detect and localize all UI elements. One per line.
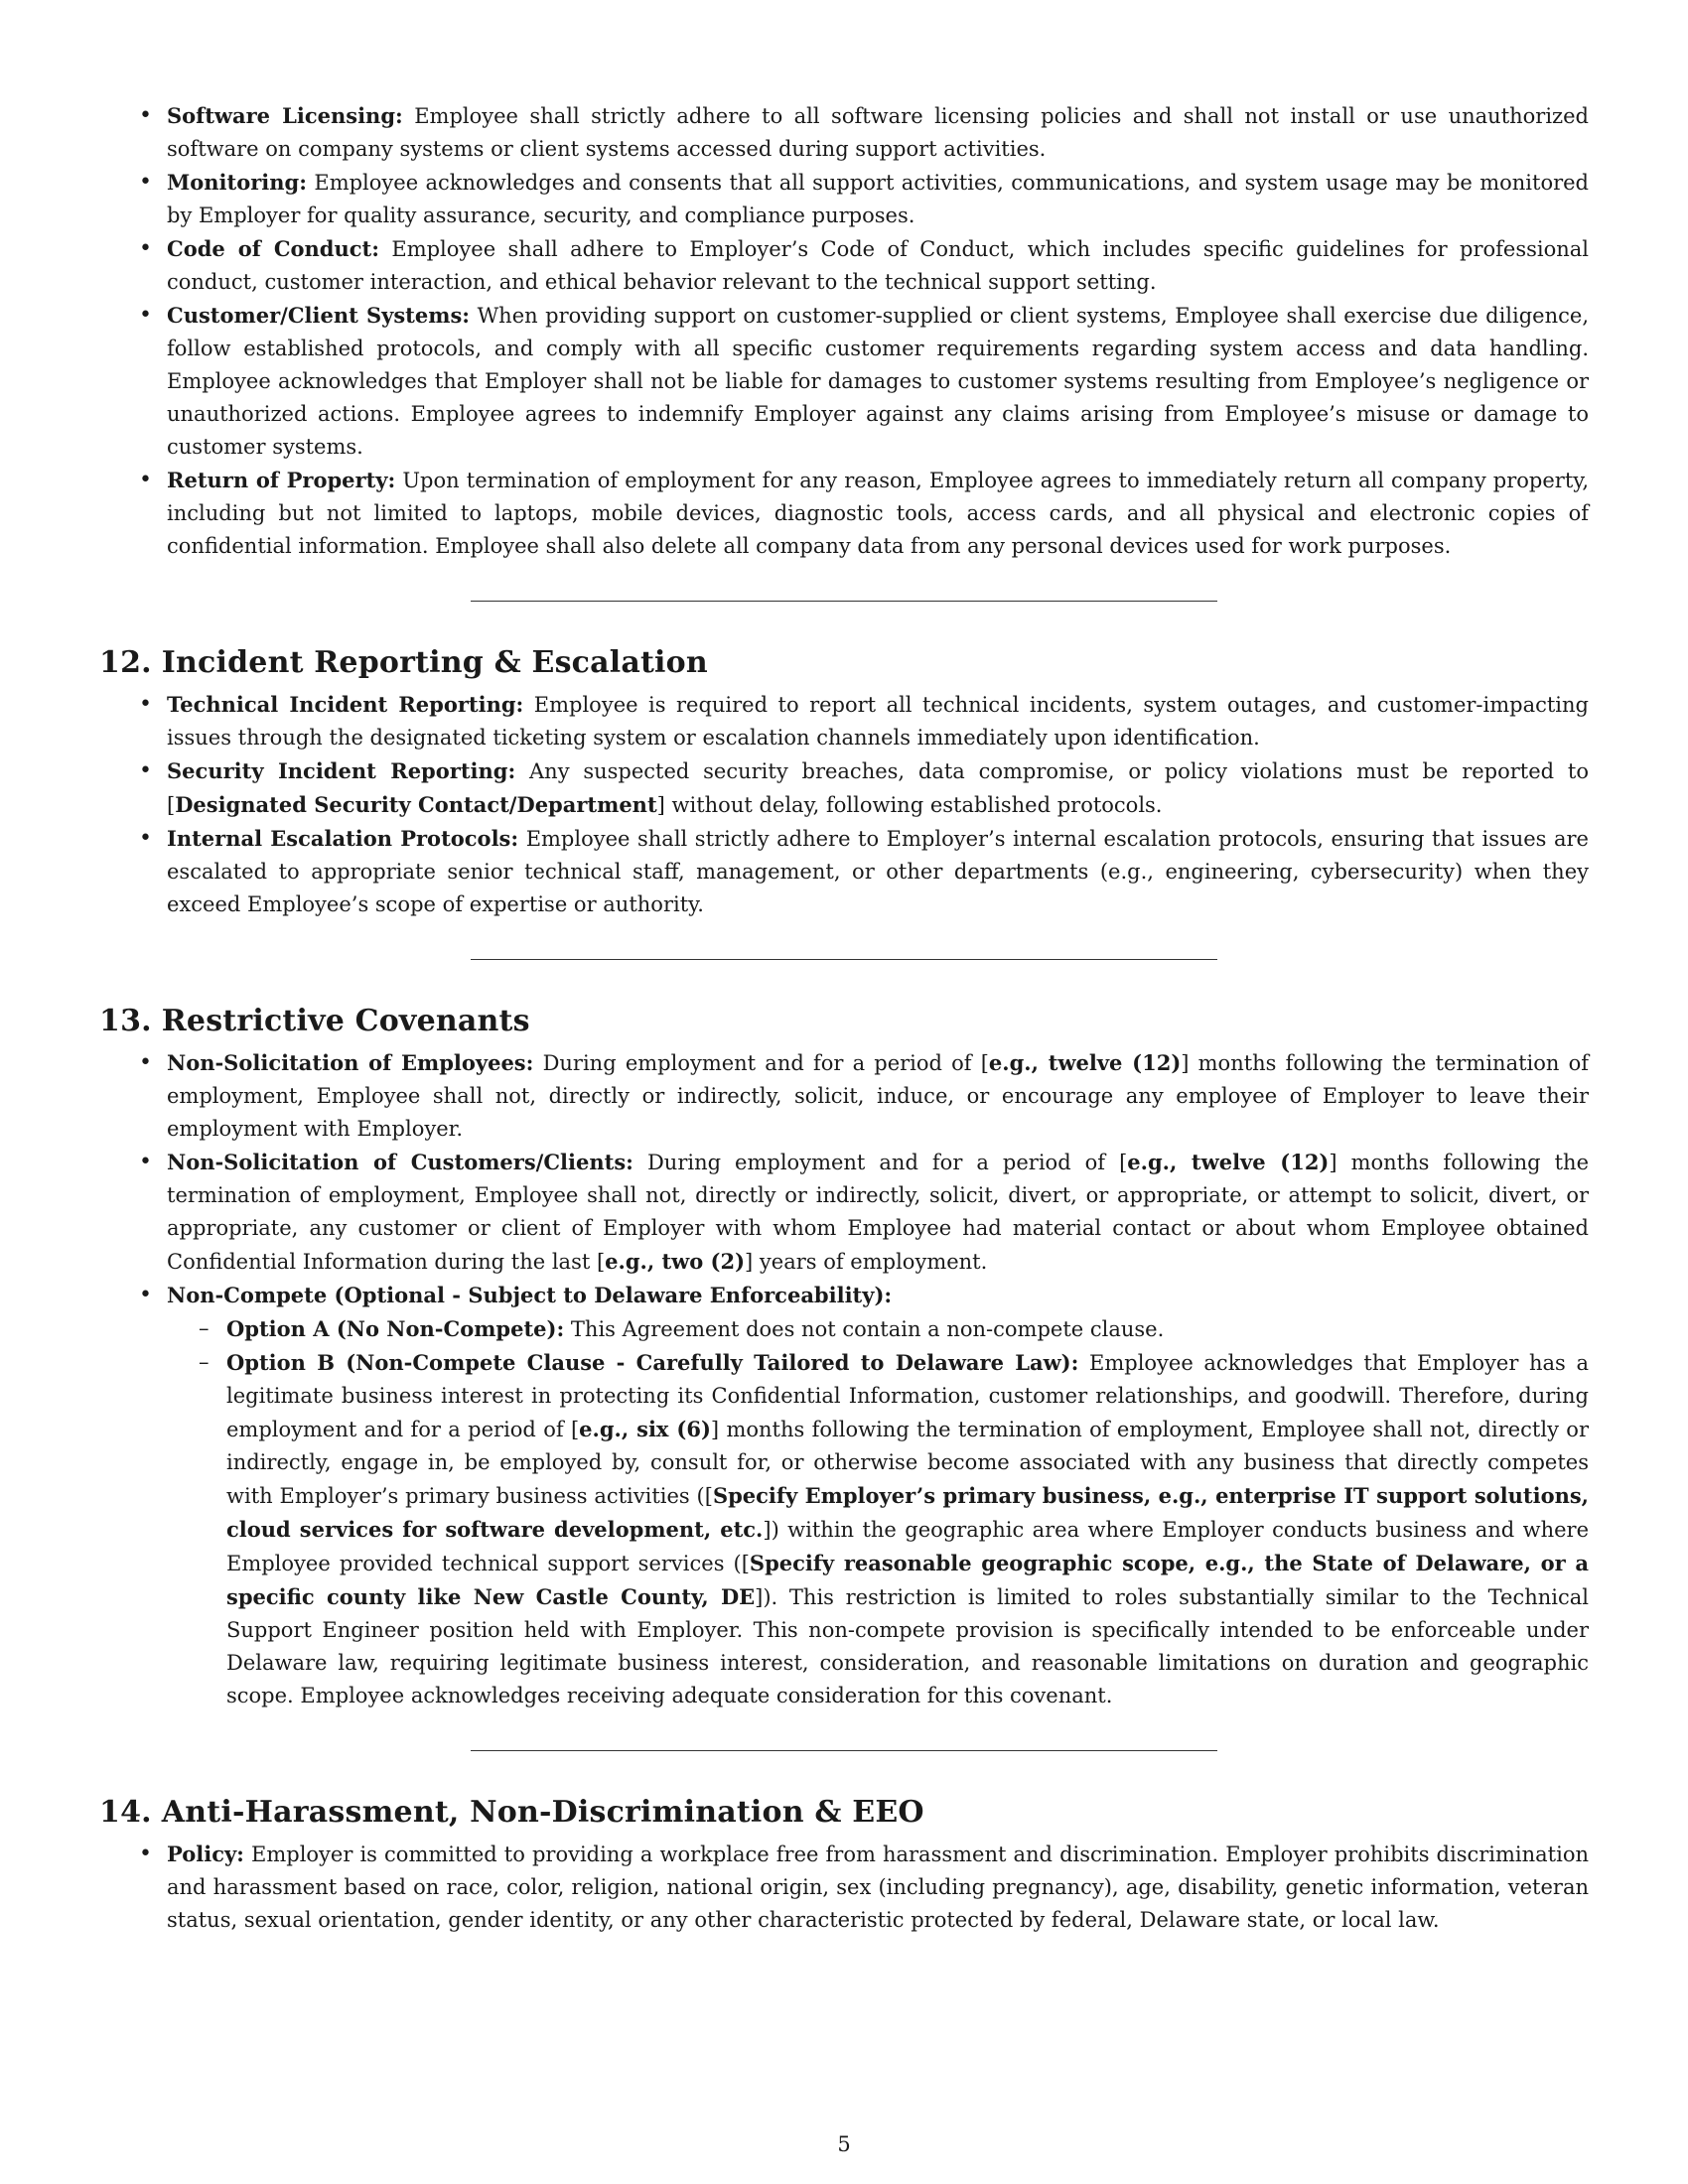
item-text: Upon termination of employment for any reason, Employee agrees to immediately return all company property, including but not limited to laptops, mobile devices, diagnostic tools, access cards, and all physical and electronic copies of confidential information. Employee shall also delete all company data from any personal devices used for work purposes. [167,469,1590,558]
list-item-code-of-conduct [167,232,1589,299]
item-text: ] months following the termination of employment, Employee shall not, directly or indirectly, solicit, induce, or encourage any employee of Employer to leave their employment with Employer. [167,1051,1589,1141]
section-title: Incident Reporting & Escalation [161,645,708,680]
item-text: Employee shall strictly adhere to Employer’s internal escalation protocols, ensuring that issues are escalated to appropriate senior technical staff, management, or other departments (e.g., engineering, cybersecurity) when they exceed Employee’s scope of expertise or authority. [167,827,1589,916]
section-12-list [167,688,1589,921]
option-text: ] months following the termination of employment, Employee shall not, directly or indirectly, engage in, be employed by, consult for, or otherwise become associated with any business that directly competes with Employer’s primary business activities ([ [226,1418,1589,1508]
item-label: Non-Compete (Optional - Subject to Delaware Enforceability): [167,1283,893,1307]
section-13-heading [99,1004,1589,1038]
list-item-return-of-property [167,464,1589,563]
placeholder-text: Specify Employer’s primary business, e.g., enterprise IT support solutions, cloud services for software development, etc. [226,1483,1589,1542]
section-number: 13. [99,1004,152,1038]
item-text: Employee shall adhere to Employer’s Code of Conduct, which includes specific guidelines for professional conduct, customer interaction, and ethical behavior relevant to the technical support setting. [167,237,1589,294]
item-label: Policy: [167,1842,244,1866]
placeholder-text: e.g., six (6) [579,1417,711,1441]
item-text: During employment and for a period of [ [542,1051,989,1075]
section-title: Anti-Harassment, Non-Discrimination & EEO [161,1795,924,1830]
item-label: Technical Incident Reporting: [167,692,524,717]
section-divider [471,959,1217,960]
option-a-item [226,1312,1589,1346]
section-title: Restrictive Covenants [161,1004,530,1038]
list-item-non-solicitation-customers [167,1146,1589,1279]
section-12-heading [99,645,1589,680]
section-14-heading [99,1795,1589,1830]
item-text: ] years of employment. [745,1250,988,1274]
item-text: When providing support on customer-supplied or client systems, Employee shall exercise due diligence, follow established protocols, and comply with all specific customer requirements regarding system access and data handling. Employee acknowledges that Employer shall not be liable for damages to customer systems resulting from Employee’s negligence or unauthorized actions. Employee agrees to indemnify Employer against any claims arising from Employee’s misuse or damage to customer systems. [167,304,1589,459]
item-label: Return of Property: [167,468,396,492]
section-number: 14. [99,1795,152,1830]
list-item-technical-incident [167,688,1589,754]
placeholder-text: Designated Security Contact/Department [175,792,657,817]
placeholder-text: e.g., twelve (12) [988,1050,1182,1075]
section-divider [471,601,1217,602]
item-label: Security Incident Reporting: [167,758,516,783]
section-number: 12. [99,645,152,680]
non-compete-options [167,1312,1589,1712]
option-label: Option B (Non-Compete Clause - Carefully Tailored to Delaware Law): [226,1350,1079,1375]
option-b-item [226,1346,1589,1712]
item-label: Monitoring: [167,170,307,195]
option-text: This Agreement does not contain a non-compete clause. [570,1317,1165,1341]
document-page [99,99,1590,1937]
section-13-list [167,1046,1589,1712]
intro-bullet-list [167,99,1589,563]
item-label: Software Licensing: [167,103,403,128]
list-item-policy [167,1838,1589,1937]
list-item-software-licensing [167,99,1589,166]
item-text: Employer is committed to providing a workplace free from harassment and discrimination. Employer prohibits discrimination and harassment based on race, color, religion, national origin, sex (including pregnancy), age, disability, genetic information, veteran status, sexual orientation, gender identity, or any other characteristic protected by federal, Delaware state, or local law. [167,1843,1589,1932]
placeholder-text: Specify reasonable geographic scope, e.g., the State of Delaware, or a specific county like New Castle County, DE [226,1551,1589,1609]
placeholder-text: e.g., twelve (12) [1127,1150,1330,1174]
option-text: ]). This restriction is limited to roles substantially similar to the Technical Support Engineer position held with Employer. This non-compete provision is specifically intended to be enforceable under Delaware law, requiring legitimate business interest, consideration, and reasonable limitations on duration and geographic scope. Employee acknowledges receiving adequate consideration for this covenant. [226,1585,1589,1707]
list-item-customer-systems [167,299,1589,464]
item-text: Any suspected security breaches, data compromise, or policy violations must be reported to [ [167,759,1589,817]
option-text: ]) within the geographic area where Employer conducts business and where Employee provided technical support services ([ [226,1518,1590,1575]
page-number: 5 [837,2132,851,2156]
placeholder-text: e.g., two (2) [605,1249,746,1274]
list-item-internal-escalation [167,822,1589,921]
item-label: Internal Escalation Protocols: [167,826,519,851]
item-label: Customer/Client Systems: [167,303,471,328]
item-text: Employee is required to report all technical incidents, system outages, and customer-impacting issues through the designated ticketing system or escalation channels immediately upon identification. [167,693,1589,750]
item-label: Non-Solicitation of Employees: [167,1050,534,1075]
list-item-non-compete [167,1279,1589,1712]
list-item-monitoring [167,166,1589,232]
item-text: During employment and for a period of [ [646,1151,1128,1174]
option-text: Employee acknowledges that Employer has a legitimate business interest in protecting its Confidential Information, customer relationships, and goodwill. Therefore, during employment and for a period of [ [226,1351,1589,1441]
item-text: Employee shall strictly adhere to all software licensing policies and shall not install or use unauthorized software on company systems or client systems accessed during support activities. [167,104,1589,161]
item-text: ] months following the termination of employment, Employee shall not, directly or indirectly, solicit, divert, or appropriate, or attempt to solicit, divert, or appropriate, any customer or client of Employer with whom Employee had material contact or about whom Employee obtained Confidential Information during the last [ [167,1151,1589,1274]
list-item-security-incident [167,754,1589,822]
item-label: Code of Conduct: [167,236,379,261]
section-14-list [167,1838,1589,1937]
item-text: ] without delay, following established protocols. [656,793,1163,817]
option-label: Option A (No Non-Compete): [226,1316,565,1341]
item-label: Non-Solicitation of Customers/Clients: [167,1150,633,1174]
list-item-non-solicitation-employees [167,1046,1589,1146]
section-divider [471,1750,1217,1751]
item-text: Employee acknowledges and consents that all support activities, communications, and system usage may be monitored by Employer for quality assurance, security, and compliance purposes. [167,171,1589,227]
